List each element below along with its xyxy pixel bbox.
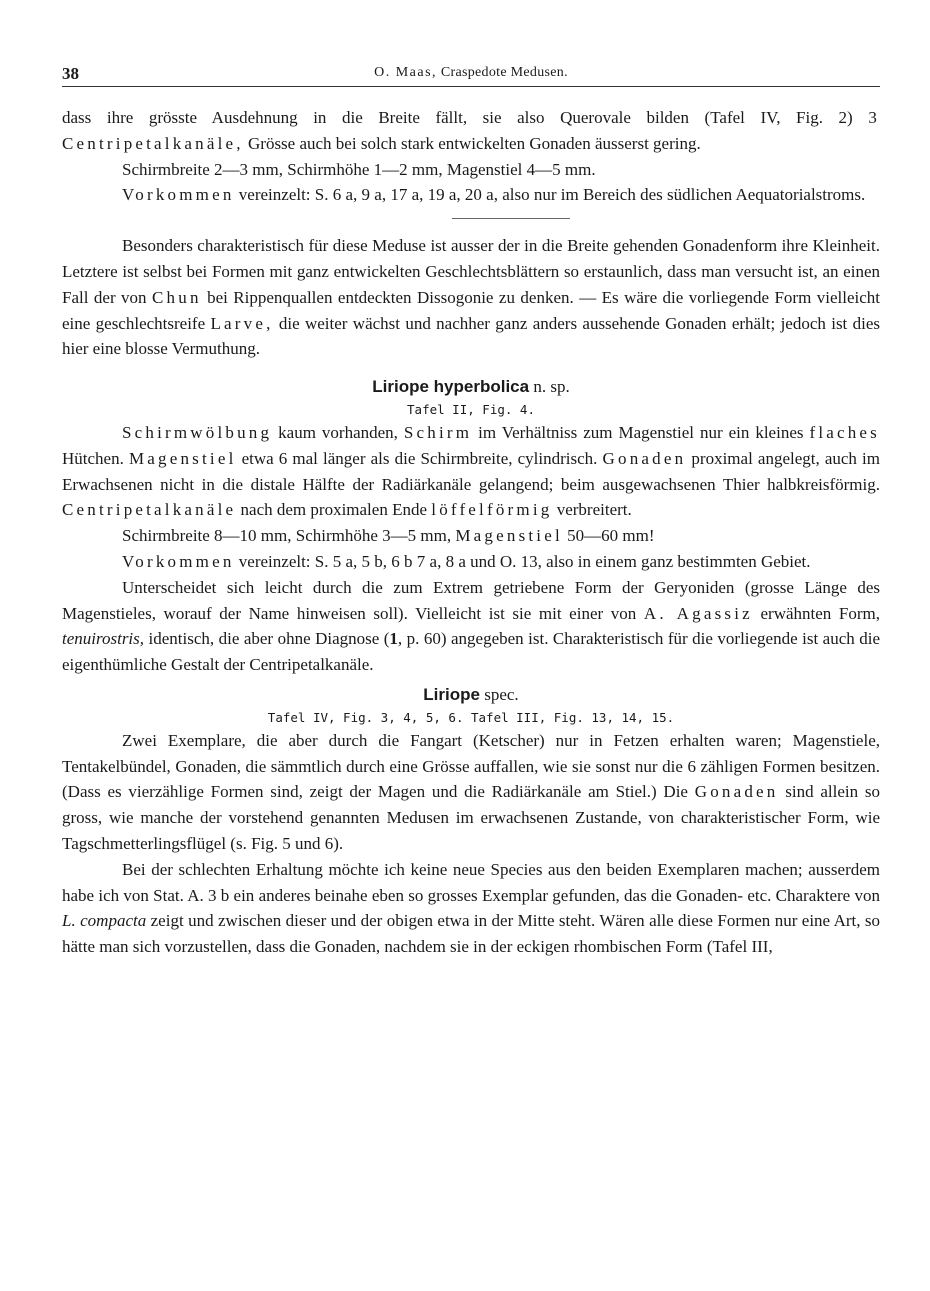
emphasis-spaced: Vorkommen <box>122 551 235 571</box>
text-run: identisch, die aber ohne Diagnose ( <box>144 629 390 649</box>
occurrence-paragraph <box>62 182 880 208</box>
emphasis-spaced: 3 Centripetalkanäle, <box>62 108 881 153</box>
species-title: Liriope hyperbolica <box>372 377 530 397</box>
running-head-author: O. Maas, <box>374 65 438 80</box>
comparison-paragraph <box>62 575 880 678</box>
species-heading-spec <box>62 682 880 708</box>
text-run: Bei der schlechten Erhaltung möchte ich keine neue Species aus den beiden Exemplaren machen; ausserdem habe ich von Stat. A. 3 b ein anderes beinahe eben so grosses Exemplar gefunden, das die Gonaden- etc. Charaktere von <box>62 859 880 905</box>
description-paragraph <box>62 728 880 857</box>
emphasis-spaced: Magenstiel <box>455 526 563 546</box>
page-header <box>62 64 880 87</box>
text-line: dass ihre grösste Ausdehnung in die Breite fällt, sie also Querovale bilden (Tafel IV, Fig. 2) <box>62 108 853 127</box>
species-suffix: n. sp. <box>529 377 570 397</box>
reference-number: 1 <box>389 629 398 649</box>
species-title: Liriope <box>423 684 480 704</box>
text-run: Unterscheidet sich leicht durch die zum Extrem getriebene Form der Geryoniden (grosse Länge des Magenstieles, worauf der Name hinweisen soll). Vielleicht ist sie mit einer von <box>62 577 880 623</box>
running-head-title: Craspedote Medusen. <box>440 65 568 80</box>
text-run: 50—60 mm! <box>562 526 655 546</box>
species-name-italic: L. compacta <box>62 911 147 931</box>
emphasis-spaced: Larve, <box>210 313 274 333</box>
discussion-paragraph <box>62 857 880 960</box>
text-run: im Verhältniss zum Magenstiel nur ein kleines <box>472 422 810 442</box>
occurrence-paragraph <box>62 549 880 575</box>
emphasis-spaced: Vorkommen <box>122 185 235 205</box>
paragraph-continuation <box>62 105 880 157</box>
text-run: etwa 6 mal länger als die Schirmbreite, cylindrisch. <box>236 448 603 468</box>
author-name-agassiz: A. Agassiz <box>643 603 753 623</box>
emphasis-spaced: Schirm <box>403 422 473 442</box>
emphasis-spaced: löffelförmig <box>431 500 553 520</box>
text-run: proximal angelegt, auch im Erwachsenen nicht in die distale Hälfte der Radiärkanäle gelangend; beim ausgewachsenen Thier halbkreisförmig. <box>62 448 880 494</box>
text-run: erwähnten Form, <box>752 603 881 623</box>
discussion-paragraph <box>62 233 880 362</box>
emphasis-spaced: Gonaden <box>694 782 779 802</box>
text-run: vereinzelt: S. 5 a, 5 b, 6 b 7 a, 8 a und O. 13, also in einem ganz bestimmten Gebiet. <box>234 551 811 571</box>
plate-reference: Tafel II, Fig. 4. <box>407 401 535 417</box>
section-divider <box>452 218 570 219</box>
running-head <box>62 65 880 81</box>
emphasis-spaced: flaches <box>809 422 880 442</box>
text-run: , p. 60) angegeben ist. Charakteristisch für die vorliegende ist auch die eigenthümliche Gestalt der Centripetalkanäle. <box>62 629 880 675</box>
emphasis-spaced: Magenstiel <box>128 448 237 468</box>
body-text <box>62 105 880 960</box>
text-run: Hütchen. <box>62 448 129 468</box>
text-run: vereinzelt: S. 6 a, 9 a, 17 a, 19 a, 20 a, also nur im Bereich des südlichen Aequatorialstroms. <box>234 185 866 205</box>
text-run: bei Rippenquallen entdeckten Dissogonie zu denken. — Es wäre die vorliegende Form vielleicht eine geschlechtsreife <box>62 287 881 333</box>
dimensions-line <box>62 523 880 549</box>
text-run: Grösse auch bei solch stark entwickelten Gonaden äusserst gering. <box>243 133 701 153</box>
diagnosis-paragraph <box>62 420 880 523</box>
text-run: Besonders charakteristisch für diese Meduse ist ausser der in die Breite gehenden Gonadenform ihre Kleinheit. Letztere ist selbst bei Formen mit ganz entwickelten Geschlechtsblättern so erstaunlich, dass man versucht ist, an einen Fall der von <box>62 236 880 307</box>
text-run: die weiter wächst und nachher ganz anders aussehende Gonaden erhält; jedoch ist dies hier eine blosse Vermuthung. <box>62 313 880 359</box>
text-run: nach dem proximalen Ende <box>236 500 432 520</box>
text-run: kaum vorhanden, <box>272 422 404 442</box>
dimensions-line: Schirmbreite 2—3 mm, Schirmhöhe 1—2 mm, Magenstiel 4—5 mm. <box>122 159 596 179</box>
species-suffix: spec. <box>479 684 519 704</box>
text-run: Zwei Exemplare, die aber durch die Fangart (Ketscher) nur in Fetzen erhalten waren; Magenstiele, Tentakelbündel, Gonaden, die sämmtlich durch eine Grösse auffallen, wie sie sonst nur die 6 zähligen Formen besitzen. (Dass es vierzählige Formen sind, zeigt der Magen und die Radiärkanäle am Stiel.) Die <box>62 730 880 802</box>
species-name-italic: tenuirostris, <box>62 629 145 649</box>
plate-reference: Tafel IV, Fig. 3, 4, 5, 6. Tafel III, Fig. 13, 14, 15. <box>267 709 675 725</box>
text-run: Schirmbreite 8—10 mm, Schirmhöhe 3—5 mm, <box>122 526 456 546</box>
emphasis-spaced: Gonaden <box>602 448 687 468</box>
author-name-chun: Chun <box>152 287 202 307</box>
text-run: sind allein so gross, wie manche der vorstehend genannten Medusen im erwachsenen Zustande, von charakteristischer Form, wie Tagschmetterlingsflügel (s. Fig. 5 und 6). <box>62 782 880 853</box>
species-heading-hyperbolica <box>62 374 880 400</box>
text-run: zeigt und zwischen dieser und der obigen etwa in der Mitte steht. Wären alle diese Formen nur eine Art, so hätte man sich vorzustellen, dass die Gonaden, nachdem sie in der eckigen rhombischen Form (Tafel III, <box>62 911 881 957</box>
emphasis-spaced: Schirmwölbung <box>122 422 273 442</box>
emphasis-spaced: Centripetalkanäle <box>62 500 237 520</box>
text-run: verbreitert. <box>552 500 632 520</box>
page-number: 38 <box>62 64 79 83</box>
